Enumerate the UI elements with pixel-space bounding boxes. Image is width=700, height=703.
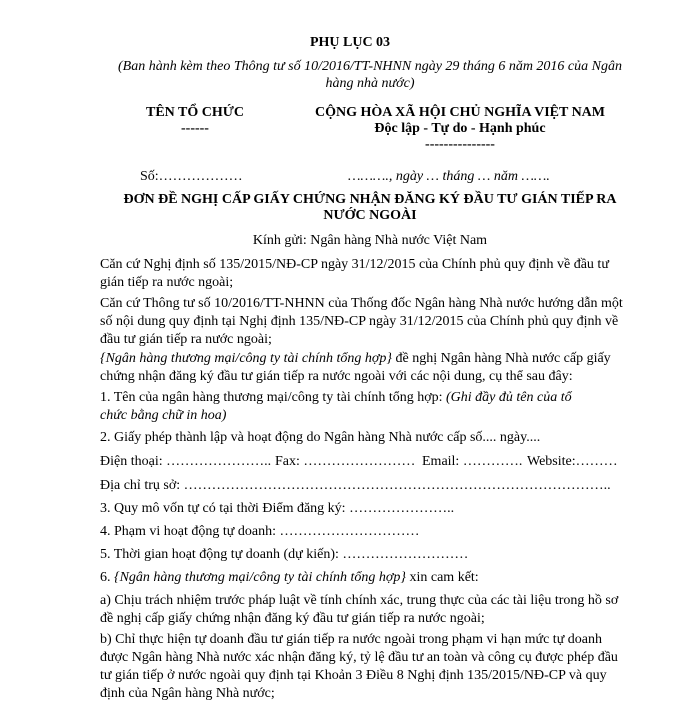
fax-field: Fax: …………………… (275, 454, 416, 469)
email-field: Email: …………. (422, 454, 523, 469)
commitment-a: a) Chịu trách nhiệm trước pháp luật về tính chính xác, trung thực của các tài liệu trong hồ sơ đề nghị cấp giấy chứng nhận đăng ký đầu tư gián tiếp ra nước ngoài; (100, 593, 619, 626)
org-name: TÊN TỔ CHỨC (145, 105, 244, 120)
country-name: CỘNG HÒA XÃ HỘI CHỦ NGHĨA VIỆT NAM (314, 105, 605, 120)
item-5-duration: 5. Thời gian hoạt động tự doanh (dự kiến): ……………………… (100, 547, 469, 562)
national-motto: Độc lập - Tự do - Hạnh phúc (374, 121, 546, 136)
date-line: ………., ngày … tháng … năm ……. (348, 169, 550, 184)
address-field: Địa chỉ trụ sở: ……………………………………………………………………………….. (100, 478, 611, 493)
recipient: Kính gửi: Ngân hàng Nhà nước Việt Nam (252, 233, 488, 248)
legal-basis-2: Căn cứ Thông tư số 10/2016/TT-NHNN của Thống đốc Ngân hàng Nhà nước hướng dẫn một số nội dung quy định tại Nghị định 135/NĐ-CP ngày 31/12/2015 của Chính phủ quy định về đầu tư gián tiếp ra nước ngoài; (100, 296, 623, 347)
legal-basis-1: Căn cứ Nghị định số 135/2015/NĐ-CP ngày 31/12/2015 của Chính phủ quy định về đầu tư gián tiếp ra nước ngoài; (100, 257, 609, 290)
website-field: Website:……… (527, 454, 618, 469)
item-3-capital: 3. Quy mô vốn tự có tại thời Điểm đăng ký: ………………….. (100, 501, 455, 516)
request-paragraph: {Ngân hàng thương mại/công ty tài chính tổng hợp} đề nghị Ngân hàng Nhà nước cấp giấy chứng nhận đăng ký đầu tư gián tiếp ra nước ngoài với các nội dung, cụ thể sau đây: (100, 351, 611, 384)
org-dash: ------ (181, 121, 209, 136)
document-title-line2: NƯỚC NGOÀI (323, 208, 417, 223)
annex-title: PHỤ LỤC 03 (309, 35, 391, 50)
phone-field: Điện thoại: ………………….. (100, 454, 272, 469)
item-2-license: 2. Giấy phép thành lập và hoạt động do Ngân hàng Nhà nước cấp số.... ngày.... (100, 430, 541, 445)
annex-subtitle-line1: (Ban hành kèm theo Thông tư số 10/2016/TT-NHNN ngày 29 tháng 6 năm 2016 của Ngân (118, 59, 622, 74)
document-number: Số:……………… (140, 169, 243, 184)
item-4-scope: 4. Phạm vi hoạt động tự doanh: ………………………… (100, 524, 420, 539)
item-1-name: 1. Tên của ngân hàng thương mại/công ty tài chính tổng hợp: (Ghi đầy đủ tên của tổ chức bằng chữ in hoa) (100, 390, 572, 423)
annex-subtitle-line2: hàng nhà nước) (325, 76, 415, 91)
commitment-b: b) Chỉ thực hiện tự doanh đầu tư gián tiếp ra nước ngoài trong phạm vi hạn mức tự doanh được Ngân hàng Nhà nước xác nhận đăng ký, tỷ lệ đầu tư an toàn và công cụ được phép đầu tư gián tiếp ở nước ngoài quy định tại Khoản 3 Điều 8 Nghị định 135/2015/NĐ-CP và quy định của Ngân hàng Nhà nước; (100, 632, 618, 701)
document-title-line1: ĐƠN ĐỀ NGHỊ CẤP GIẤY CHỨNG NHẬN ĐĂNG KÝ ĐẦU TƯ GIÁN TIẾP RA (123, 192, 617, 207)
item-6-commitment: 6. {Ngân hàng thương mại/công ty tài chính tổng hợp} xin cam kết: (100, 570, 479, 585)
motto-dash: --------------- (425, 137, 495, 152)
